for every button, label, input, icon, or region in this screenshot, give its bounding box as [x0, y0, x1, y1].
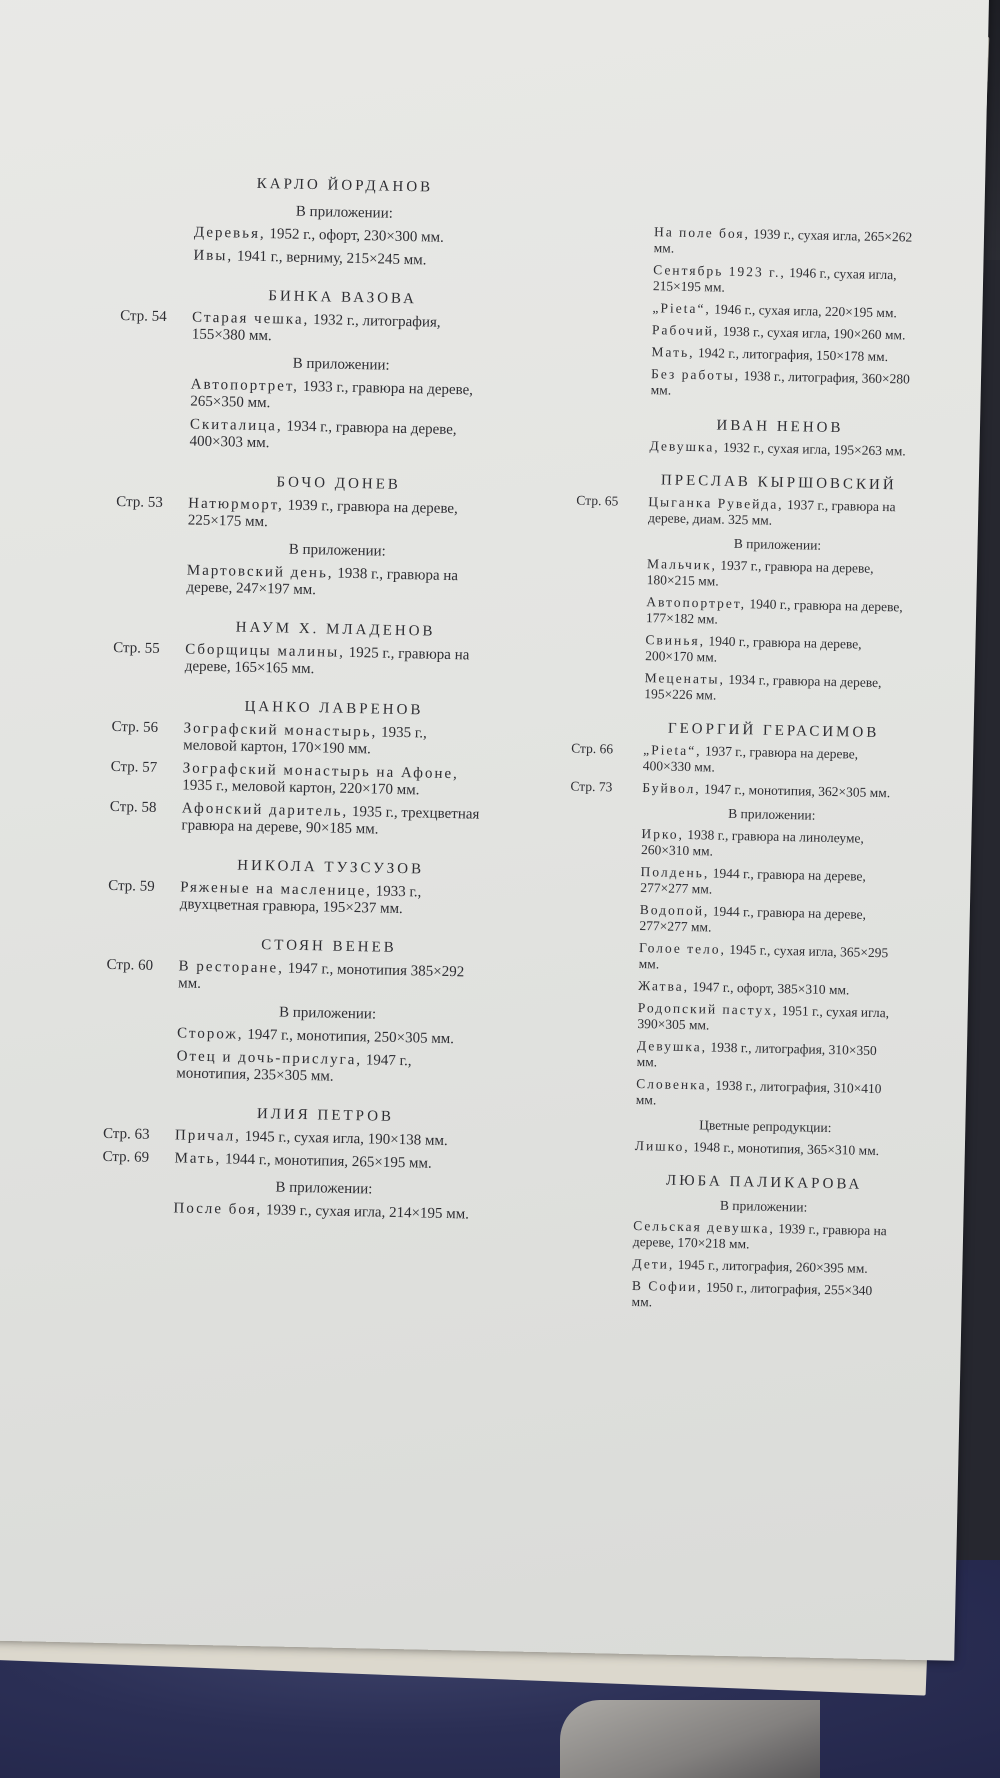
catalog-entry [635, 1138, 895, 1159]
artwork-title: Дети, [632, 1255, 675, 1272]
catalog-entry [571, 740, 904, 779]
artwork-title: Девушка, [649, 438, 720, 455]
artwork-title: Натюрморт, [188, 495, 285, 514]
catalog-entry [102, 1125, 475, 1150]
artwork-details: 1947 г., монотипия 385×292 мм. [178, 960, 465, 992]
artwork-details: 1935 г., меловой картон, 170×190 мм. [183, 724, 427, 758]
artwork-title: Буйвол, [642, 780, 701, 797]
artwork-title: Сборщицы малины, [185, 641, 346, 661]
section-subheading: В приложении: [733, 535, 822, 553]
page-reference: Стр. 55 [113, 639, 160, 657]
catalog-entry [639, 902, 900, 939]
section-subheading: В приложении: [719, 1197, 808, 1215]
page-reference: Стр. 53 [116, 493, 163, 511]
artwork-details: 1946 г., сухая игла, 215×195 мм. [652, 264, 897, 295]
artwork-details: 1945 г., сухая игла, 190×138 мм. [240, 1128, 448, 1150]
section-subheading: В приложении: [278, 1004, 377, 1023]
artwork-details: 1947 г., монотипия, 362×305 мм. [700, 781, 891, 801]
artwork-title: Отец и дочь-прислуга, [176, 1048, 363, 1069]
artist-name: НИКОЛА ТУЗСУЗОВ [237, 857, 425, 878]
section-subheading: В приложении: [288, 541, 386, 560]
catalog-entry [173, 1200, 473, 1223]
artwork-details: 1945 г., литография, 260×395 мм. [674, 1256, 868, 1276]
artwork-details: 1938 г., гравюра на дереве, 247×197 мм. [186, 565, 459, 599]
page-reference: Стр. 54 [119, 308, 167, 325]
catalog-entry [110, 758, 483, 800]
artwork-title: Афонский даритель, [181, 800, 349, 820]
section-subheading: В приложении: [275, 1179, 373, 1198]
artwork-title: Ивы, [193, 247, 234, 265]
artwork-title: Рабочий, [651, 322, 720, 339]
artwork-details: 1944 г., монотипия, 265×195 мм. [221, 1151, 432, 1172]
artwork-title: Сентябрь 1923 г., [653, 262, 786, 280]
artwork-details: 1940 г., гравюра на дереве, 200×170 мм. [645, 633, 862, 665]
artwork-details: 1947 г., монотипия, 250×305 мм. [243, 1026, 455, 1048]
catalog-entry [186, 562, 487, 602]
artwork-title: Старая чешка, [191, 309, 310, 328]
artwork-title: Голое тело, [638, 940, 727, 957]
artwork-title: Лишко, [634, 1137, 690, 1155]
catalog-entry [176, 1048, 477, 1088]
artwork-details: 1933 г., двухцветная гравюра, 195×237 мм. [179, 883, 422, 918]
artwork-title: Мартовский день, [186, 562, 334, 582]
catalog-entry [631, 1278, 892, 1315]
catalog-entry [109, 798, 482, 840]
catalog-entry [193, 248, 493, 271]
catalog-entry [113, 639, 486, 681]
artwork-title: Зографский монастырь, [183, 720, 378, 741]
artwork-details: 1944 г., гравюра на дереве, 277×277 мм. [640, 865, 867, 897]
artwork-title: Сельская девушка, [633, 1217, 775, 1236]
catalog-entry [653, 262, 914, 299]
artwork-details: 1941 г., верниму, 215×245 мм. [233, 248, 427, 269]
artwork-details: 1942 г., литография, 150×178 мм. [694, 345, 889, 365]
artwork-title: Мальчик, [646, 556, 718, 573]
artwork-details: 1932 г., литография, 155×380 мм. [191, 311, 441, 345]
catalog-entry [116, 493, 489, 535]
section-subheading: В приложении: [728, 805, 816, 823]
artwork-title: Девушка, [636, 1038, 708, 1055]
artwork-title: Родопский пастух, [637, 1000, 779, 1018]
artwork-details: 1934 г., гравюра на дереве, 400×303 мм. [189, 418, 457, 452]
catalog-entry [651, 344, 911, 365]
artist-name: КАРЛО ЙОРДАНОВ [256, 175, 434, 196]
artwork-details: 1938 г., литография, 310×350 мм. [636, 1039, 877, 1070]
artwork-title: Причал, [174, 1127, 242, 1145]
catalog-entry [194, 225, 494, 248]
artwork-title: Сторож, [176, 1025, 244, 1043]
page-reference: Стр. 60 [106, 956, 154, 974]
catalog-entry [649, 438, 909, 459]
page-reference: Стр. 63 [102, 1125, 150, 1143]
artwork-title: На поле боя, [653, 224, 751, 242]
artwork-title: Ирко, [641, 826, 685, 842]
artwork-details: 1925 г., гравюра на дереве, 165×165 мм. [184, 644, 470, 678]
artwork-title: Мать, [651, 344, 695, 361]
page-reference: Стр. 65 [576, 492, 619, 509]
catalog-entry [654, 224, 915, 261]
artwork-title: Без работы, [650, 366, 741, 384]
catalog-entry [644, 670, 905, 707]
artwork-title: Деревья, [193, 224, 266, 243]
artwork-details: 1935 г., трехцветная гравюра на дереве, 90×185 мм. [181, 803, 480, 838]
artwork-title: „Pieta“, [643, 742, 702, 759]
artwork-details: 1945 г., сухая игла, 365×295 мм. [638, 941, 889, 972]
catalog-entry [645, 632, 906, 669]
artwork-details: 1938 г., гравюра на линолеуме, 260×310 мм. [640, 826, 865, 859]
artwork-details: 1934 г., гравюра на дереве, 195×226 мм. [644, 671, 882, 703]
catalog-entry [108, 877, 481, 919]
artwork-details: 1938 г., литография, 360×280 мм. [650, 368, 910, 398]
artwork-details: 1938 г., сухая игла, 190×260 мм. [719, 323, 906, 343]
artwork-title: Словенка, [636, 1075, 713, 1093]
artwork-details: 1932 г., сухая игла, 195×263 мм. [719, 439, 906, 459]
catalog-entry [637, 1000, 898, 1037]
catalog-entry [638, 978, 898, 999]
artist-name: ЛЮБА ПАЛИКАРОВА [665, 1172, 863, 1193]
section-subheading: В приложении: [295, 203, 394, 222]
artwork-title: В ресторане, [178, 958, 285, 977]
artwork-details: 1939 г., гравюра на дереве, 170×218 мм. [632, 1220, 887, 1252]
catalog-entry [652, 322, 912, 343]
artwork-title: Водопой, [639, 902, 710, 919]
artist-name: БИНКА ВАЗОВА [268, 288, 418, 308]
artist-name: ПРЕСЛАВ КЫРШОВСКИЙ [660, 472, 897, 494]
artwork-title: Свинья, [645, 632, 706, 649]
artwork-title: Мать, [174, 1150, 222, 1168]
artwork-title: Ряженые на масленице, [180, 879, 373, 900]
artist-name: БОЧО ДОНЕВ [276, 474, 402, 493]
artwork-title: После боя, [173, 1200, 263, 1219]
artwork-details: 1947 г., офорт, 385×310 мм. [688, 979, 850, 998]
catalog-entry [636, 1076, 897, 1113]
catalog-entry [651, 366, 912, 403]
artist-name: СТОЯН ВЕНЕВ [261, 937, 397, 956]
page-reference: Стр. 69 [102, 1148, 150, 1166]
artist-name: ИЛИЯ ПЕТРОВ [256, 1106, 395, 1125]
left-column [102, 175, 495, 1230]
artist-name: ЦАНКО ЛАВРЕНОВ [244, 698, 424, 719]
page-reference: Стр. 58 [109, 798, 157, 816]
artwork-details: 1952 г., офорт, 230×300 мм. [265, 226, 444, 246]
artwork-title: Зографский монастырь на Афоне, [182, 760, 460, 783]
right-column [570, 224, 914, 1321]
artwork-details: 1950 г., литография, 255×340 мм. [631, 1279, 873, 1310]
artwork-details: 1939 г., сухая игла, 214×195 мм. [262, 1202, 470, 1223]
artwork-details: 1935 г., меловой картон, 220×170 мм. [182, 777, 420, 799]
artwork-details: 1948 г., монотипия, 365×310 мм. [689, 1139, 880, 1159]
section-subheading: В приложении: [292, 355, 390, 374]
artwork-details: 1939 г., сухая игла, 265×262 мм. [653, 226, 913, 256]
page-reference: Стр. 73 [570, 778, 613, 795]
catalog-entry [576, 492, 909, 531]
catalog-entry [106, 956, 479, 998]
page-reference: Стр. 59 [108, 877, 155, 895]
artist-name: ИВАН НЕНОВ [716, 417, 844, 437]
catalog-entry [641, 826, 902, 863]
catalog-entry [636, 1038, 897, 1075]
artwork-details: 1946 г., сухая игла, 220×195 мм. [710, 301, 898, 321]
catalog-entry [647, 556, 908, 593]
artwork-title: Цыганка Рувейда, [648, 494, 784, 512]
catalog-entry [189, 417, 490, 457]
artwork-title: „Pieta“, [652, 300, 711, 317]
artist-name: НАУМ Х. МЛАДЕНОВ [235, 619, 436, 640]
artwork-details: 1939 г., гравюра на дереве, 225×175 мм. [187, 497, 458, 531]
catalog-entry [632, 1256, 892, 1277]
catalog-entry [633, 1218, 894, 1255]
artwork-details: 1937 г., гравюра на дереве, диам. 325 мм. [647, 496, 896, 528]
artwork-title: Автопортрет, [646, 594, 747, 612]
artwork-title: Полдень, [640, 864, 710, 881]
artwork-title: Меценаты, [644, 670, 726, 687]
section-subheading: Цветные репродукции: [699, 1117, 832, 1136]
catalog-entry [652, 300, 912, 321]
artwork-details: 1951 г., сухая игла, 390×305 мм. [637, 1002, 890, 1033]
catalog-entry [639, 940, 900, 977]
artwork-details: 1944 г., гравюра на дереве, 277×277 мм. [639, 903, 867, 935]
catalog-entry [190, 377, 491, 417]
artwork-title: Жатва, [638, 978, 690, 995]
artwork-details: 1938 г., литография, 310×410 мм. [635, 1077, 882, 1108]
artist-name: ГЕОРГИЙ ГЕРАСИМОВ [667, 720, 880, 742]
artwork-title: В Софии, [631, 1277, 703, 1295]
page-reference: Стр. 56 [111, 718, 159, 736]
catalog-entry [177, 1025, 477, 1048]
catalog-entry [111, 718, 484, 760]
artwork-details: 1940 г., гравюра на дереве, 177×182 мм. [645, 596, 903, 627]
blanket-fold [560, 1700, 820, 1778]
artwork-title: Автопортрет, [190, 376, 300, 395]
artwork-details: 1947 г., монотипия, 235×305 мм. [176, 1052, 412, 1085]
page-reference: Стр. 57 [110, 758, 158, 776]
catalog-entry [646, 594, 907, 631]
catalog-entry [640, 864, 901, 901]
artwork-details: 1937 г., гравюра на дереве, 400×330 мм. [642, 743, 859, 775]
artwork-details: 1937 г., гравюра на дереве, 180×215 мм. [646, 557, 874, 589]
artwork-title: Скиталица, [189, 416, 283, 435]
catalog-entry [119, 308, 493, 350]
artwork-details: 1933 г., гравюра на дереве, 265×350 мм. [190, 378, 474, 412]
catalog-entry [570, 778, 902, 801]
catalog-entry [102, 1148, 474, 1173]
page-reference: Стр. 66 [571, 740, 614, 757]
